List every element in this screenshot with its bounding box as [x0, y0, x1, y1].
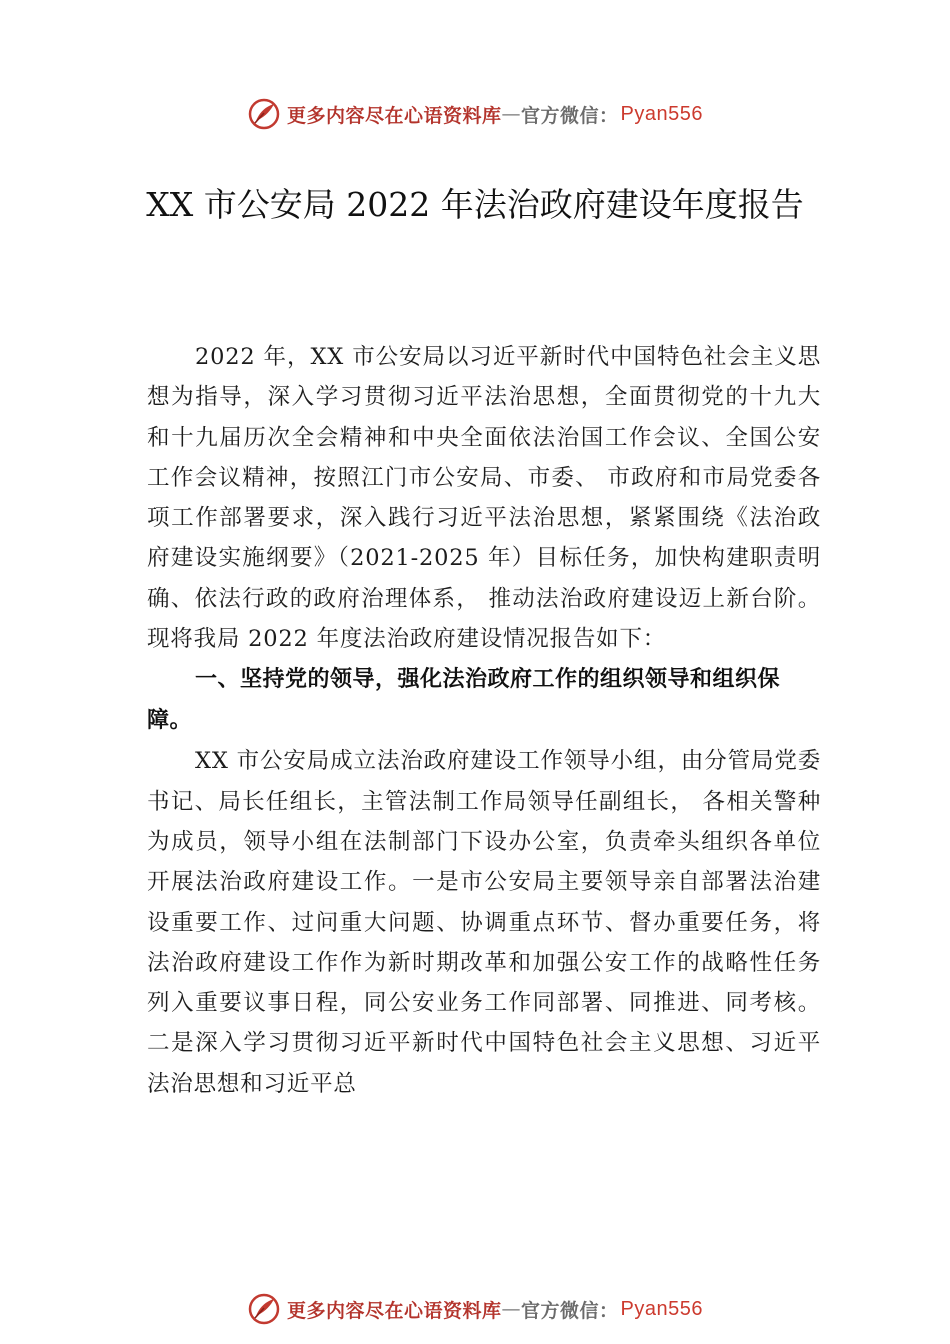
- feather-quill-logo-icon: [247, 97, 281, 131]
- document-title: XX 市公安局 2022 年法治政府建设年度报告: [146, 185, 804, 224]
- section-1-paragraph: XX 市公安局成立法治政府建设工作领导小组，由分管局党委书记、局长任组长，主管法制工作局领导任副组长， 各相关警种为成员，领导小组在法制部门下设办公室，负责牵头组织各单位开展法治政府建设工作。一是市公安局主要领导亲自部署法治建设重要工作、过问重大问题、协调重点环节、督办重要任务，将法治政府建设工作作为新时期改革和加强公安工作的战略性任务列入重要议事日程，同公安业务工作同部署、同推进、同考核。二是深入学习贯彻习近平新时代中国特色社会主义思想、习近平法治思想和习近平总: [147, 748, 821, 1097]
- watermark-main-text: 更多内容尽在心语资料库: [287, 1299, 502, 1322]
- watermark-wechat-label: 官方微信：: [521, 104, 619, 127]
- watermark-wechat-id: Pyan556: [620, 1297, 703, 1320]
- intro-paragraph: 2022 年，XX 市公安局以习近平新时代中国特色社会主义思想为指导，深入学习贯彻习近平法治思想，全面贯彻党的十九大和十九届历次全会精神和中央全面依法治国工作会议、全国公安工作会议精神，按照江门市公安局、市委、 市政府和市局党委各项工作部署要求，深入践行习近平法治思想，紧紧围绕《法治政府建设实施纲要》（2021-2025 年）目标任务，加快构建职责明确、依法行政的政府治理体系， 推动法治政府建设迈上新台阶。现将我局 2022 年度法治政府建设情况报告如下：: [147, 344, 821, 653]
- watermark-separator: —: [501, 1298, 522, 1320]
- section-heading-1: 一、坚持党的领导，强化法治政府工作的组织领导和组织保障。: [147, 667, 781, 734]
- watermark-wechat-id: Pyan556: [620, 102, 703, 125]
- header-watermark: [0, 94, 950, 134]
- feather-quill-logo-icon: [247, 1292, 281, 1326]
- watermark-separator: —: [501, 103, 522, 125]
- footer-watermark: [0, 1289, 950, 1329]
- document-body: [147, 337, 821, 1104]
- watermark-wechat-label: 官方微信：: [521, 1299, 619, 1322]
- watermark-main-text: 更多内容尽在心语资料库: [287, 104, 502, 127]
